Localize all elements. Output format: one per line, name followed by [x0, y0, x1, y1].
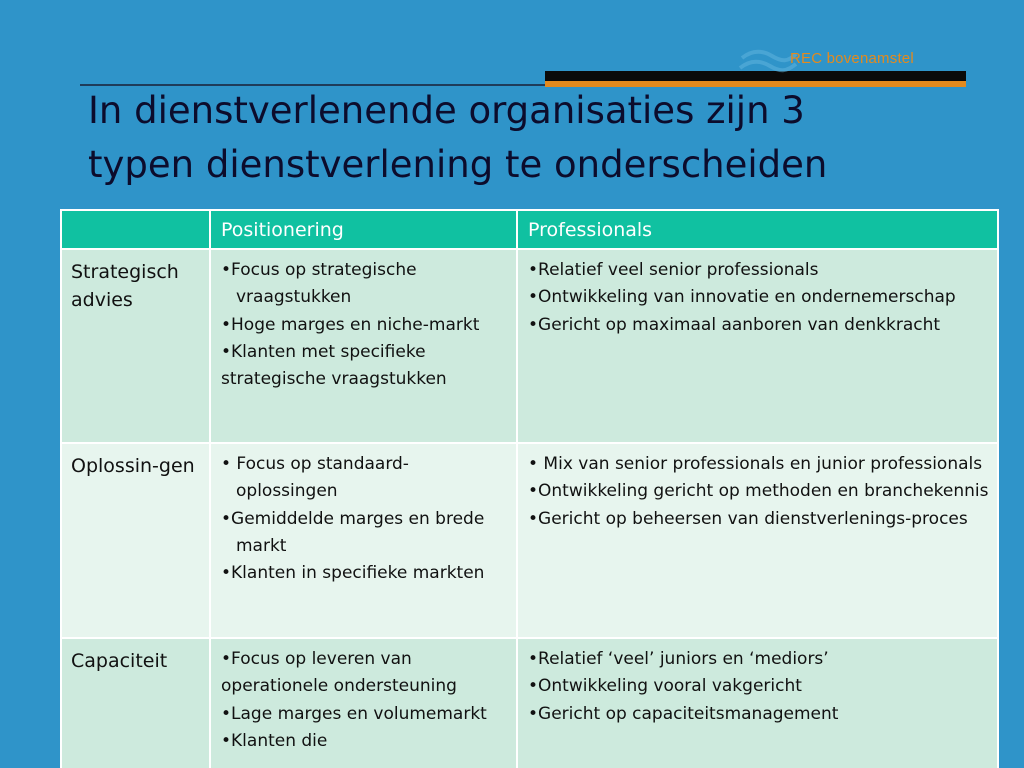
- list-item: •Gericht op beheersen van dienstverlenings-proces: [528, 508, 968, 529]
- list-item: •Relatief veel senior professionals: [528, 260, 819, 280]
- positionering-cell: [210, 638, 517, 768]
- logo-wave-icon: [738, 46, 798, 80]
- list-item: • Focus op standaard-oplossingen: [221, 454, 409, 502]
- row-label-capaciteit: Capaciteit: [61, 638, 210, 768]
- list-item: •Klanten die: [221, 730, 328, 751]
- positionering-cell: [210, 443, 517, 638]
- professionals-cell: [517, 638, 998, 768]
- brand-name: REC bovenamstel: [790, 50, 914, 67]
- table-header-row: [61, 210, 998, 249]
- services-table: [60, 209, 999, 768]
- list-item: •Gericht op capaciteitsmanagement: [528, 703, 839, 724]
- row-label-oplossingen: Oplossin-gen: [61, 443, 210, 638]
- table-row: [61, 443, 998, 638]
- list-item: •Relatief ‘veel’ juniors en ‘mediors’: [528, 649, 829, 669]
- list-item: •Gericht op maximaal aanboren van denkkracht: [528, 314, 941, 335]
- table-row: [61, 638, 998, 768]
- header-professionals: Professionals: [517, 210, 998, 249]
- list-item: •Gemiddelde marges en brede markt: [221, 508, 485, 556]
- header-empty-cell: [61, 210, 210, 249]
- header-positionering: Positionering: [210, 210, 517, 249]
- list-item: •Klanten met specifieke strategische vraagstukken: [221, 341, 447, 390]
- professionals-cell: [517, 249, 998, 443]
- list-item: •Focus op leveren van operationele ondersteuning: [221, 649, 457, 697]
- table-row: [61, 249, 998, 443]
- title-line-2: typen dienstverlening te onderscheiden: [88, 143, 828, 186]
- positionering-cell: [210, 249, 517, 443]
- professionals-cell: [517, 443, 998, 638]
- list-item: •Klanten in specifieke markten: [221, 563, 485, 584]
- list-item: •Ontwikkeling van innovatie en ondernemerschap: [528, 287, 956, 308]
- list-item: •Hoge marges en niche-markt: [221, 314, 480, 335]
- list-item: •Ontwikkeling vooral vakgericht: [528, 676, 802, 697]
- slide-title: [88, 84, 988, 192]
- list-item: •Ontwikkeling gericht op methoden en branchekennis: [528, 481, 989, 502]
- row-label-strategisch-advies: Strategisch advies: [61, 249, 210, 443]
- title-line-1: In dienstverlenende organisaties zijn 3: [88, 89, 805, 132]
- list-item: • Mix van senior professionals en junior professionals: [528, 454, 983, 474]
- list-item: •Lage marges en volumemarkt: [221, 703, 487, 724]
- list-item: •Focus op strategische vraagstukken: [221, 260, 417, 308]
